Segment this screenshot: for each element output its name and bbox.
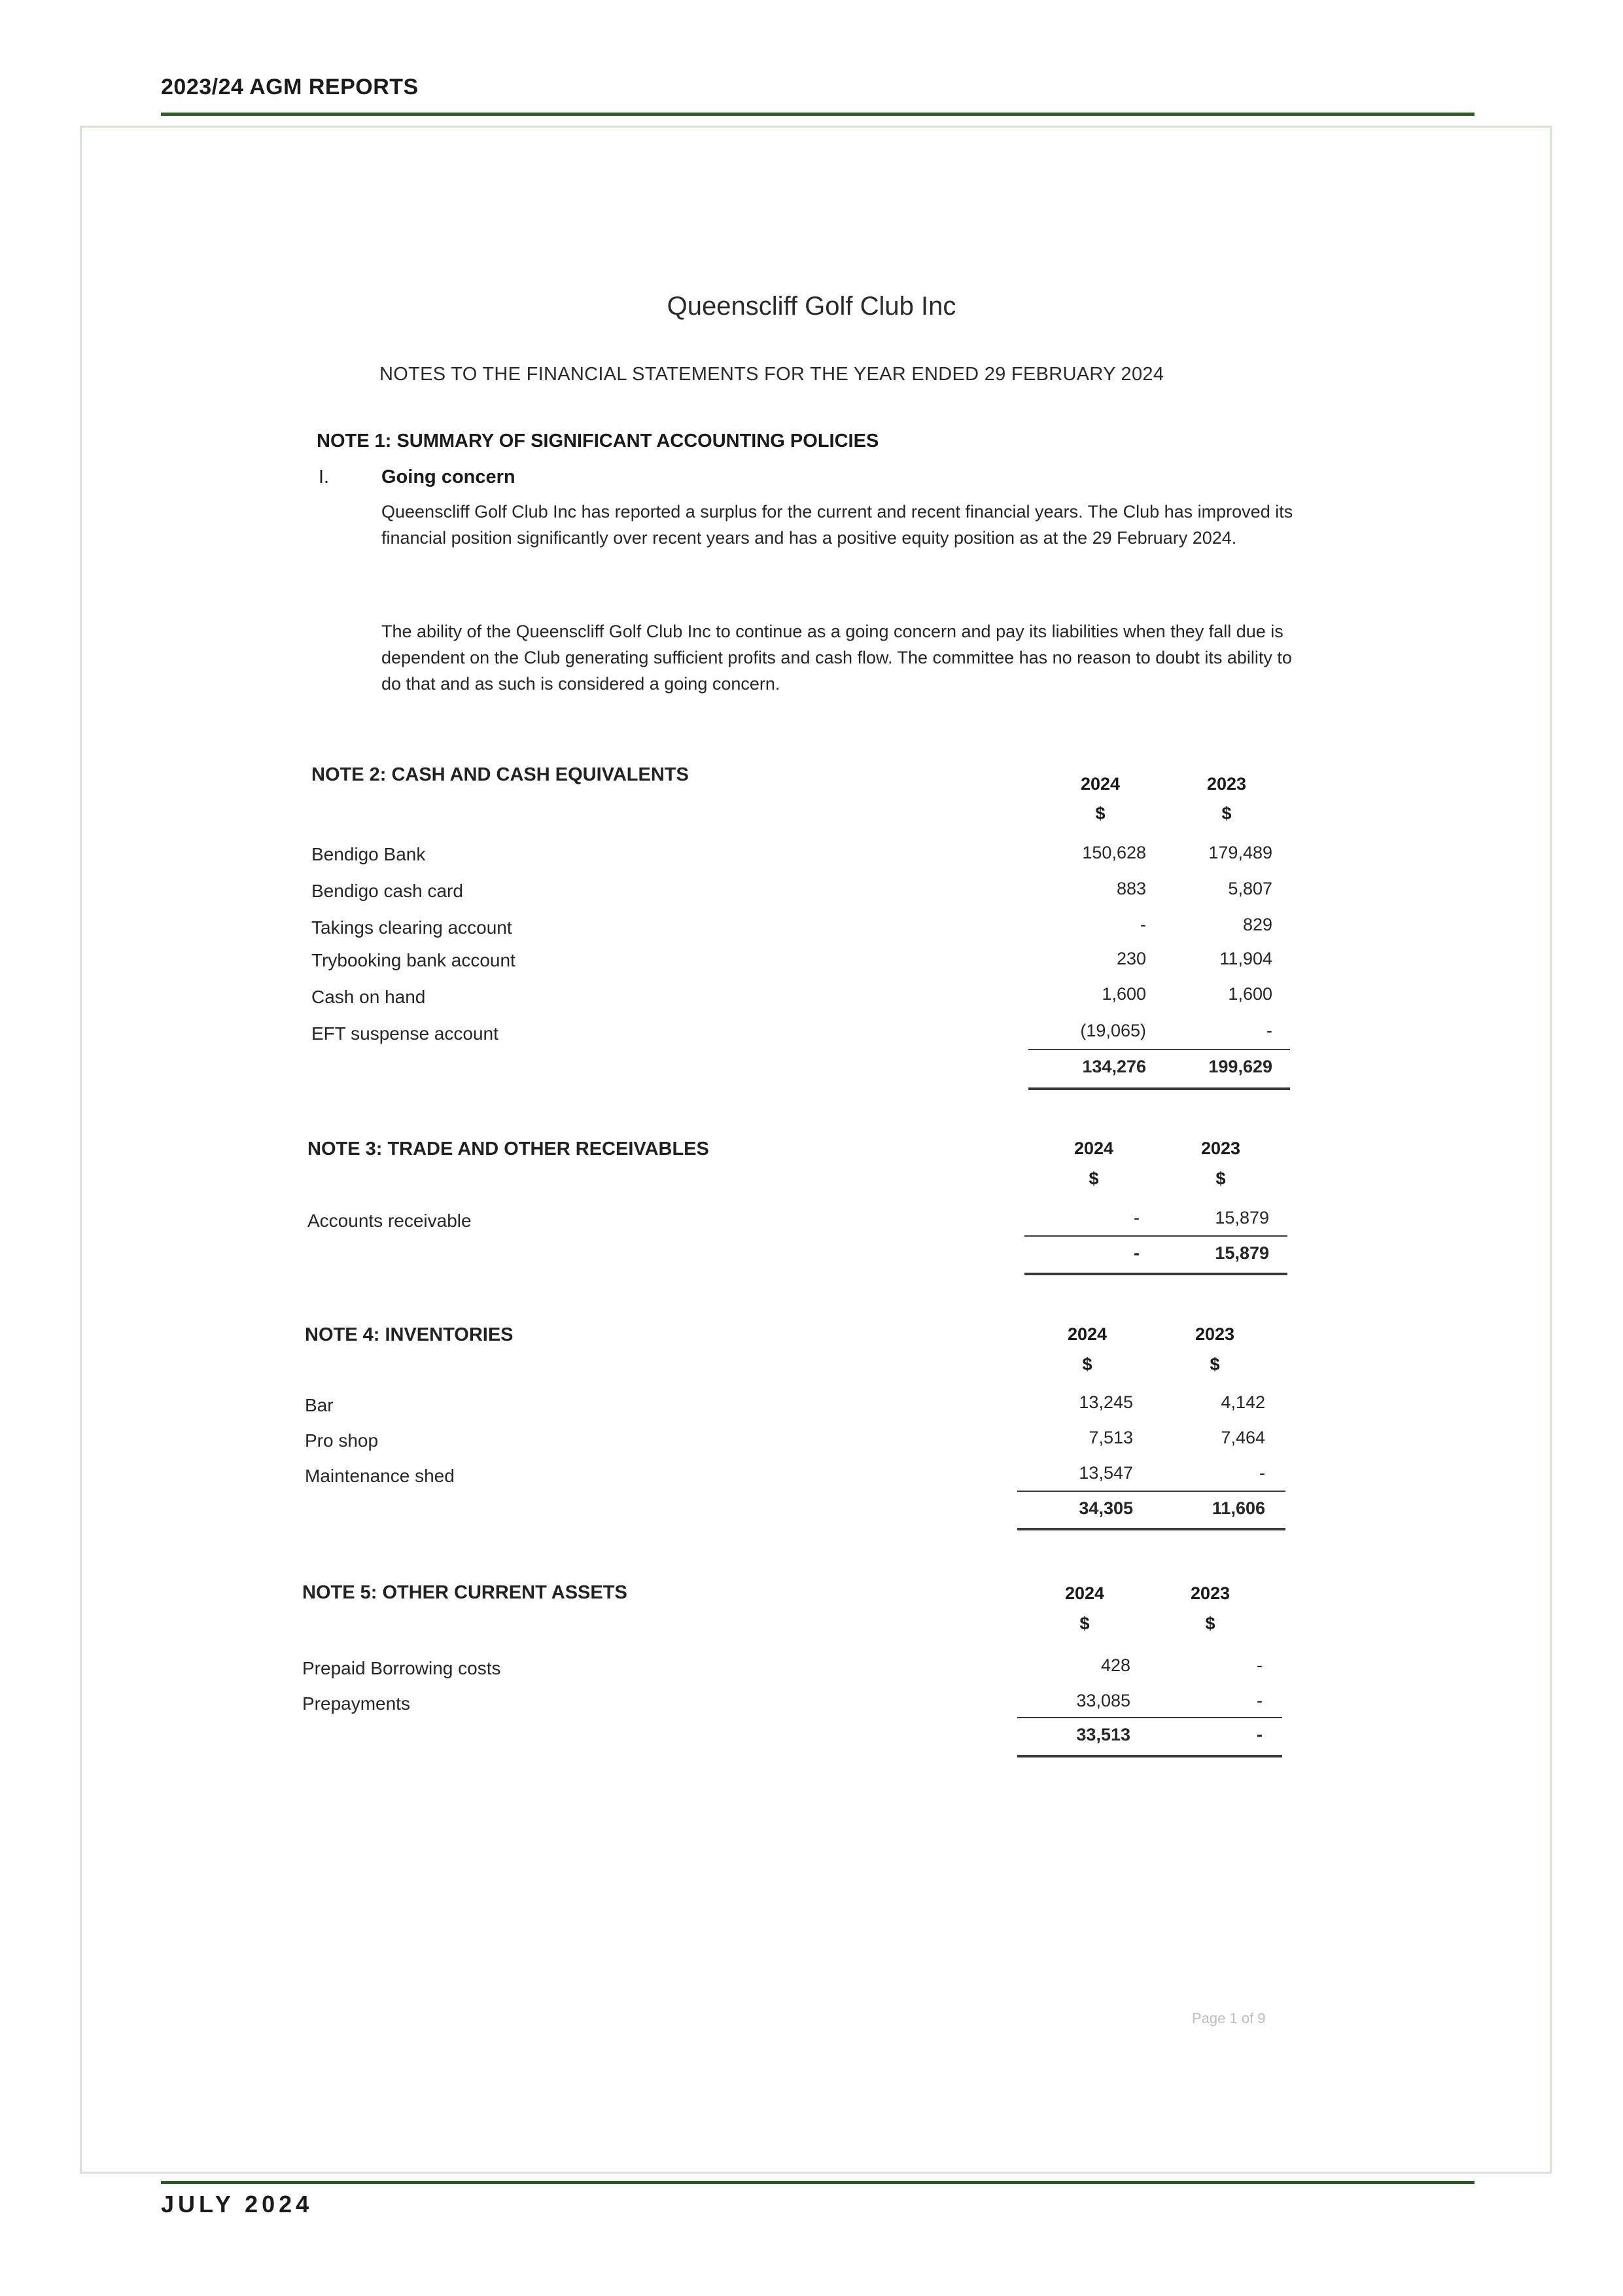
note4-total-2024: 34,305 (1079, 1498, 1133, 1518)
note2-row-label: EFT suspense account (311, 1023, 498, 1044)
club-name: Queenscliff Golf Club Inc (667, 292, 956, 321)
note1-paragraph-1: Queenscliff Golf Club Inc has reported a surplus for the current and recent financial years. The Club has improved its financial position significantly over recent years and has a positive equity position as at the 29 February 2024. (381, 502, 1293, 548)
note3-year-2024: 2024 (1073, 1139, 1114, 1158)
note4-row-label: Pro shop (305, 1430, 379, 1451)
footer-date: JULY 2024 (161, 2191, 313, 2217)
note1-item-title: Going concern (381, 467, 515, 487)
note4-year-2024: 2024 (1067, 1324, 1108, 1344)
footer-divider (161, 2181, 1475, 2184)
note1-item-number: I. (319, 467, 330, 487)
note5-total-rule (1017, 1755, 1282, 1757)
note4-row-2023: 7,464 (1221, 1428, 1265, 1447)
note4-currency-2024: $ (1082, 1354, 1092, 1374)
note3-total-2023: 15,879 (1215, 1243, 1269, 1263)
note4-total-rule (1017, 1528, 1285, 1530)
note5-year-2023: 2023 (1190, 1583, 1230, 1603)
note2-row-label: Takings clearing account (311, 917, 512, 938)
note3-row-2024: - (1134, 1208, 1140, 1227)
note5-row-label: Prepaid Borrowing costs (302, 1658, 501, 1678)
note2-row-2024: 883 (1116, 879, 1146, 898)
note5-row-label: Prepayments (302, 1693, 410, 1714)
note1-paragraph-2: The ability of the Queenscliff Golf Club Inc to continue as a going concern and pay its liabilities when they fall due is dependent on the Club generating sufficient profits and cash flow. The committee has no reason to doubt its ability to do that and as such is considered a going concern. (381, 622, 1292, 694)
note2-row-label: Bendigo cash card (311, 881, 463, 901)
note4-title: NOTE 4: INVENTORIES (305, 1324, 514, 1345)
note5-title: NOTE 5: OTHER CURRENT ASSETS (302, 1582, 627, 1603)
note3-total-rule (1024, 1273, 1287, 1275)
note2-row-2024: (19,065) (1080, 1021, 1146, 1040)
note4-row-label: Bar (305, 1395, 334, 1415)
note2-title: NOTE 2: CASH AND CASH EQUIVALENTS (311, 764, 689, 785)
note5-row-2024: 33,085 (1076, 1691, 1130, 1710)
note3-year-2023: 2023 (1200, 1139, 1241, 1158)
note2-total-rule (1028, 1087, 1290, 1090)
note2-currency-2024: $ (1095, 804, 1106, 823)
note3-currency-2023: $ (1215, 1169, 1226, 1188)
note4-row-2023: - (1259, 1463, 1265, 1483)
note2-row-2023: 11,904 (1219, 949, 1272, 968)
note2-row-label: Bendigo Bank (311, 844, 426, 864)
note5-total-2024: 33,513 (1076, 1725, 1130, 1744)
note2-row-2023: 5,807 (1228, 879, 1272, 898)
note2-year-2023: 2023 (1206, 774, 1247, 794)
note2-row-2023: 829 (1242, 915, 1272, 934)
note5-currency-2023: $ (1205, 1614, 1215, 1633)
note1-title: NOTE 1: SUMMARY OF SIGNIFICANT ACCOUNTING POLICIES (317, 431, 879, 451)
note4-total-2023: 11,606 (1212, 1498, 1265, 1518)
note5-year-2024: 2024 (1064, 1583, 1105, 1603)
note4-row-2023: 4,142 (1221, 1392, 1265, 1412)
note3-subtotal-rule (1024, 1235, 1287, 1237)
note2-row-2024: - (1140, 915, 1146, 934)
note2-row-2024: 150,628 (1082, 843, 1146, 862)
report-header-title: 2023/24 AGM REPORTS (161, 75, 419, 99)
note2-total-2024: 134,276 (1082, 1057, 1146, 1076)
note3-title: NOTE 3: TRADE AND OTHER RECEIVABLES (307, 1139, 709, 1159)
note2-year-2024: 2024 (1080, 774, 1121, 794)
note4-row-2024: 13,547 (1079, 1463, 1133, 1483)
note2-row-2023: - (1266, 1021, 1272, 1040)
note4-row-2024: 13,245 (1079, 1392, 1133, 1412)
note5-currency-2024: $ (1079, 1614, 1090, 1633)
page-number-stamp: Page 1 of 9 (1192, 2010, 1266, 2026)
note4-subtotal-rule (1017, 1491, 1285, 1492)
note4-year-2023: 2023 (1195, 1324, 1235, 1344)
note2-total-2023: 199,629 (1208, 1057, 1272, 1076)
note3-row-2023: 15,879 (1215, 1208, 1269, 1227)
note3-total-2024: - (1134, 1243, 1140, 1263)
note2-subtotal-rule (1028, 1049, 1290, 1050)
note2-row-2024: 1,600 (1102, 984, 1146, 1004)
notes-heading: NOTES TO THE FINANCIAL STATEMENTS FOR THE YEAR ENDED 29 FEBRUARY 2024 (379, 364, 1164, 385)
note2-currency-2023: $ (1221, 804, 1232, 823)
note2-row-2023: 1,600 (1228, 984, 1272, 1004)
note3-currency-2024: $ (1089, 1169, 1099, 1188)
note3-row-label: Accounts receivable (307, 1210, 472, 1231)
note5-row-2023: - (1257, 1691, 1263, 1710)
note5-subtotal-rule (1017, 1717, 1282, 1718)
note4-row-label: Maintenance shed (305, 1466, 455, 1486)
note2-row-label: Cash on hand (311, 987, 426, 1007)
note4-currency-2023: $ (1210, 1354, 1220, 1374)
note5-row-2024: 428 (1100, 1655, 1130, 1675)
note2-row-label: Trybooking bank account (311, 950, 515, 970)
note5-row-2023: - (1257, 1655, 1263, 1675)
note5-total-2023: - (1257, 1725, 1263, 1744)
note2-row-2023: 179,489 (1208, 843, 1272, 862)
note2-row-2024: 230 (1116, 949, 1146, 968)
header-divider (161, 113, 1475, 116)
note4-row-2024: 7,513 (1089, 1428, 1133, 1447)
